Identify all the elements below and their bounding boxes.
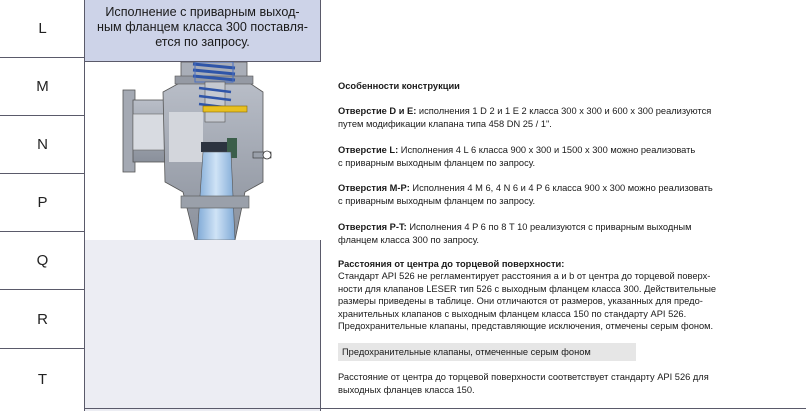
valve-cross-section-illustration <box>85 62 321 240</box>
bottom-divider <box>85 408 806 409</box>
left-grey-panel <box>85 240 321 411</box>
feature-label: Отверстия M-P: <box>338 183 410 193</box>
distance-text <box>338 270 798 333</box>
feature-label: Отверстие L: <box>338 145 399 155</box>
grey-background-legend: Предохранительные клапаны, отмеченные серым фоном <box>338 343 636 361</box>
final-line: выходных фланцев класса 150. <box>338 384 475 395</box>
feature-label: Отверстие D и E: <box>338 106 417 116</box>
row-letter-l: L <box>0 0 85 58</box>
row-letter-m: M <box>0 58 85 116</box>
row-letter-column <box>0 0 85 411</box>
header-note-line: ным фланцем класса 300 поставля- <box>97 20 308 34</box>
feature-text: путем модификации клапана типа 458 DN 25 / 1". <box>338 118 552 129</box>
feature-text: с приварным выходным фланцем по запросу. <box>338 195 536 206</box>
feature-text: Исполнения 4 M 6, 4 N 6 и 4 P 6 класса 900 x 300 можно реализовать <box>412 183 713 193</box>
feature-text: Исполнения 4 P 6 по 8 T 10 реализуются с приварным выходным <box>409 222 692 232</box>
valve-drawing <box>85 62 321 240</box>
feature-item <box>338 221 798 246</box>
feature-text: исполнения 1 D 2 и 1 E 2 класса 300 x 300 и 600 x 300 реализуются <box>418 106 712 116</box>
distance-line: ности для клапанов LESER тип 526 с выходным фланцем класса 300. Действительные <box>338 283 717 294</box>
feature-text: Исполнения 4 L 6 класса 900 x 300 и 1500 x 300 можно реализовать <box>400 145 696 155</box>
row-letter-p: P <box>0 174 85 232</box>
header-note-box <box>85 0 321 62</box>
row-letter-q: Q <box>0 232 85 290</box>
feature-label: Отверстия P-T: <box>338 222 407 232</box>
final-line: Расстояние от центра до торцевой поверхности соответствует стандарту API 526 для <box>338 372 709 382</box>
final-note <box>338 371 798 396</box>
distance-line: хранительных клапанов с выходным фланцем класса 150 по стандарту API 526. <box>338 308 687 319</box>
feature-item <box>338 182 798 207</box>
header-note-line: ется по запросу. <box>155 35 250 49</box>
row-letter-t: T <box>37 370 48 388</box>
row-letter-r: R <box>0 290 85 349</box>
distance-line: размеры приведены в таблице. Они отличаются от размеров, указанных для предо- <box>338 296 703 307</box>
distance-title: Расстояния от центра до торцевой поверхности: <box>338 259 565 269</box>
feature-text: фланцем класса 300 по запросу. <box>338 234 479 245</box>
header-note <box>85 5 320 50</box>
feature-item <box>338 105 798 130</box>
section-title: Особенности конструкции <box>338 81 460 91</box>
row-letter-n: N <box>0 116 85 174</box>
distance-line: Стандарт API 526 не регламентирует расстояния a и b от центра до торцевой поверх- <box>338 271 711 281</box>
feature-text: с приварным выходным фланцем по запросу. <box>338 157 536 168</box>
distance-line: Предохранительные клапаны, представляющие исключения, отмечены серым фоном. <box>338 321 714 332</box>
header-note-line: Исполнение с приварным выход- <box>105 5 300 19</box>
feature-item <box>338 144 798 169</box>
